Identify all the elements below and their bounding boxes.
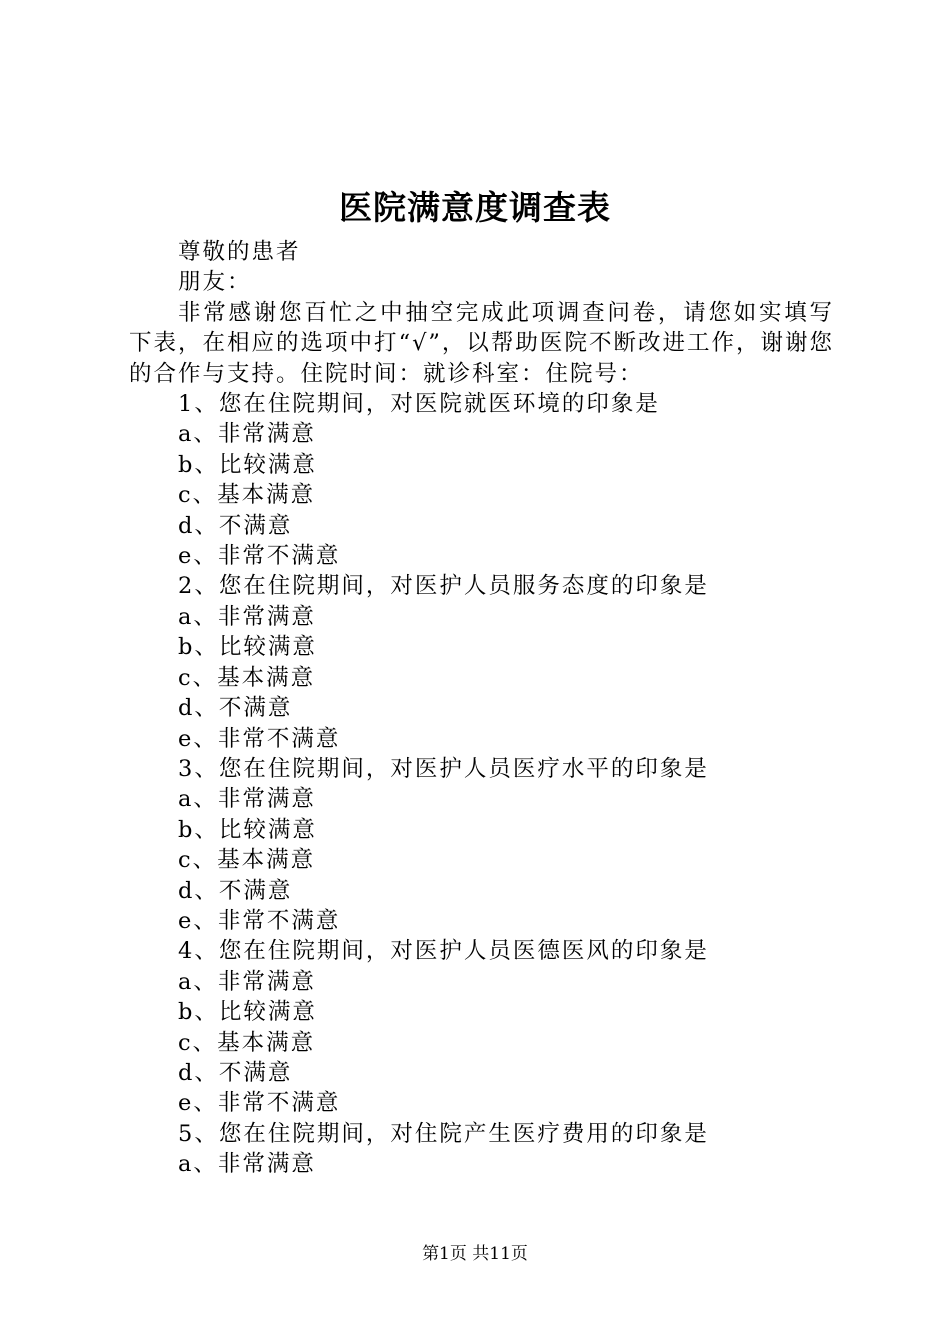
- page-footer: 第1页 共11页: [422, 1244, 528, 1264]
- question-block: [129, 754, 834, 936]
- option-item: b、比较满意: [178, 999, 317, 1026]
- question-block: [129, 389, 834, 571]
- question-text: 2、您在住院期间，对医护人员服务态度的印象是: [178, 573, 709, 600]
- option-item: b、比较满意: [178, 816, 317, 843]
- question-text: 5、您在住院期间，对住院产生医疗费用的印象是: [178, 1120, 709, 1147]
- option-item: b、比较满意: [178, 451, 317, 478]
- question-text: 1、您在住院期间，对医院就医环境的印象是: [178, 391, 660, 418]
- option-item: d、不满意: [178, 877, 293, 904]
- option-item: b、比较满意: [178, 634, 317, 661]
- question-block: [129, 936, 834, 1118]
- greeting-line: 尊敬的患者: [178, 239, 301, 265]
- option-item: e、非常不满意: [178, 1090, 341, 1117]
- option-item: e、非常不满意: [178, 543, 341, 570]
- option-item: c、基本满意: [178, 664, 316, 691]
- option-item: a、非常满意: [178, 421, 316, 448]
- document-body: [129, 237, 834, 1180]
- option-item: e、非常不满意: [178, 907, 341, 934]
- option-item: c、基本满意: [178, 482, 316, 509]
- question-block: [129, 571, 834, 753]
- option-item: a、非常满意: [178, 968, 316, 995]
- option-item: a、非常满意: [178, 603, 316, 630]
- option-item: a、非常满意: [178, 786, 316, 813]
- option-item: c、基本满意: [178, 1029, 316, 1056]
- option-item: d、不满意: [178, 695, 293, 722]
- option-item: d、不满意: [178, 1059, 293, 1086]
- greeting-line: 朋友：: [178, 269, 252, 296]
- question-text: 3、您在住院期间，对医护人员医疗水平的印象是: [178, 755, 709, 782]
- option-item: d、不满意: [178, 512, 293, 539]
- document-title: 医院满意度调查表: [339, 188, 611, 227]
- intro-paragraph: 非常感谢您百忙之中抽空完成此项调查问卷，请您如实填写下表，在相应的选项中打“√”，以帮助医院不断改进工作，谢谢您的合作与支持。住院时间：就诊科室：住院号：: [129, 299, 834, 387]
- option-item: e、非常不满意: [178, 725, 341, 752]
- option-item: a、非常满意: [178, 1151, 316, 1178]
- question-text: 4、您在住院期间，对医护人员医德医风的印象是: [178, 938, 709, 965]
- option-item: c、基本满意: [178, 847, 316, 874]
- question-block: [129, 1119, 834, 1180]
